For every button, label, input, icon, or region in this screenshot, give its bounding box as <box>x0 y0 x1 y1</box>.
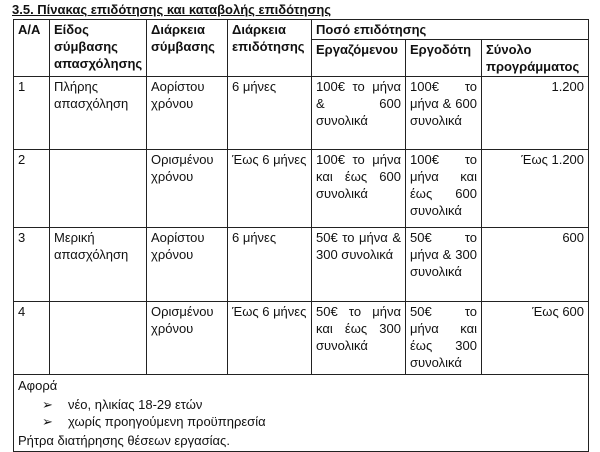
cell-aa: 4 <box>14 302 50 375</box>
cell-total: 600 <box>482 228 589 302</box>
arrow-bullet-icon: ➢ <box>42 414 53 429</box>
arrow-bullet-icon: ➢ <box>42 397 53 412</box>
table-row <box>14 228 589 302</box>
table-row <box>14 77 589 150</box>
cell-employee: 50€ το μήνα & 300 συνολικά <box>312 228 406 302</box>
cell-total: 1.200 <box>482 77 589 150</box>
header-employee: Εργαζόμενου <box>312 40 406 77</box>
header-contract-type: Είδος σύμβασης απασχόλησης <box>50 20 147 77</box>
notes-list <box>18 396 584 430</box>
notes-label: Αφορά <box>18 378 58 393</box>
header-employer: Εργοδότη <box>406 40 482 77</box>
notes-cell <box>14 375 589 452</box>
cell-type: Πλήρης απασχόληση <box>50 77 147 150</box>
cell-duration: Έως 6 μήνες <box>228 302 312 375</box>
cell-employer: 50€ το μήνα & 300 συνολικά <box>406 228 482 302</box>
header-contract-duration: Διάρκεια σύμβασης <box>147 20 228 77</box>
header-subsidy-amount: Ποσό επιδότησης <box>312 20 589 40</box>
cell-employer: 50€ το μήνα και έως 300 συνολικά <box>406 302 482 375</box>
cell-type <box>50 150 147 228</box>
header-subsidy-duration: Διάρκεια επιδότησης <box>228 20 312 77</box>
cell-aa: 3 <box>14 228 50 302</box>
cell-employee: 100€ το μήνα και έως 600 συνολικά <box>312 150 406 228</box>
bullet-text: χωρίς προηγούμενη προϋπηρεσία <box>68 414 266 429</box>
cell-type <box>50 302 147 375</box>
header-total: Σύνολο προγράμματος <box>482 40 589 77</box>
notes-row <box>14 375 589 452</box>
list-item <box>18 413 584 430</box>
section-title: 3.5. Πίνακας επιδότησης και καταβολής επιδότησης <box>12 2 332 17</box>
cell-employer: 100€ το μήνα & 600 συνολικά <box>406 77 482 150</box>
cell-type: Μερική απασχόληση <box>50 228 147 302</box>
cell-total: Έως 600 <box>482 302 589 375</box>
subsidy-table <box>13 19 589 452</box>
header-aa: Α/Α <box>14 20 50 77</box>
cell-contract: Ορισμένου χρόνου <box>147 302 228 375</box>
cell-total: Έως 1.200 <box>482 150 589 228</box>
cell-employee: 50€ το μήνα και έως 300 συνολικά <box>312 302 406 375</box>
cell-contract: Αορίστου χρόνου <box>147 77 228 150</box>
cell-aa: 1 <box>14 77 50 150</box>
table-row <box>14 150 589 228</box>
cell-contract: Αορίστου χρόνου <box>147 228 228 302</box>
cell-employee: 100€ το μήνα & 600 συνολικά <box>312 77 406 150</box>
cell-aa: 2 <box>14 150 50 228</box>
cell-duration: 6 μήνες <box>228 228 312 302</box>
table-row <box>14 302 589 375</box>
cell-employer: 100€ το μήνα και έως 600 συνολικά <box>406 150 482 228</box>
bullet-text: νέο, ηλικίας 18-29 ετών <box>68 397 203 412</box>
list-item <box>18 396 584 413</box>
cell-duration: 6 μήνες <box>228 77 312 150</box>
notes-footer: Ρήτρα διατήρησης θέσεων εργασίας. <box>18 433 230 448</box>
table-header-row <box>14 20 589 40</box>
cell-contract: Ορισμένου χρόνου <box>147 150 228 228</box>
cell-duration: Έως 6 μήνες <box>228 150 312 228</box>
